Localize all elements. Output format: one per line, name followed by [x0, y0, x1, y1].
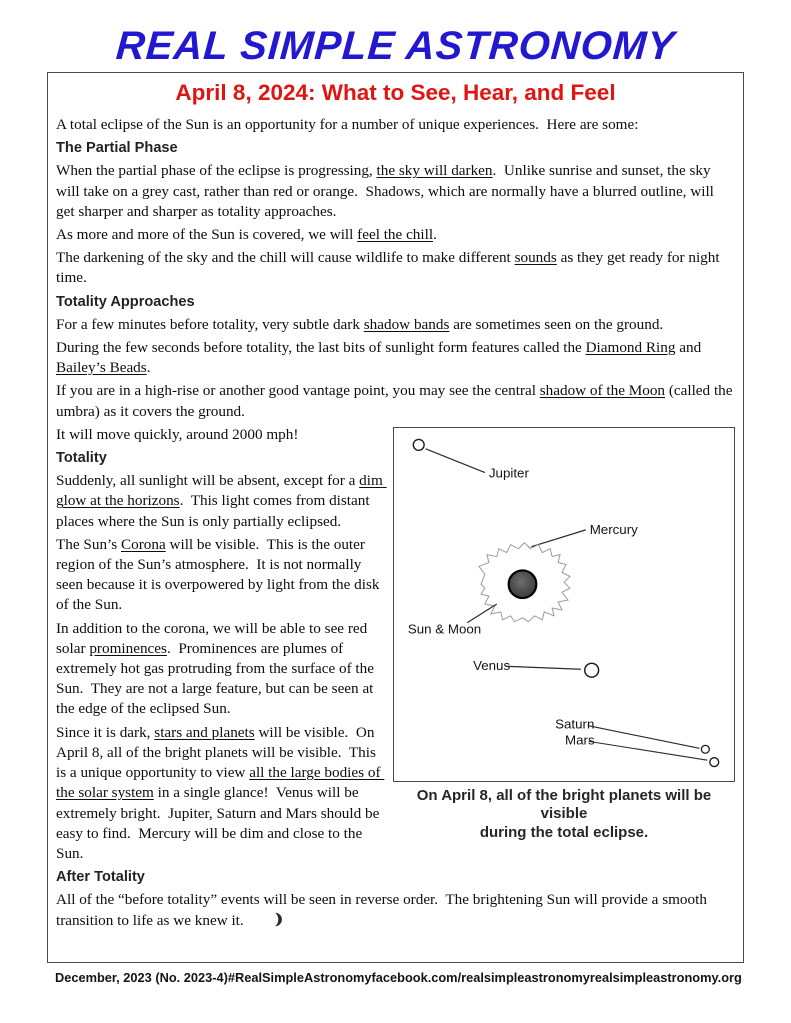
footer — [47, 970, 744, 985]
mars-label: Mars — [564, 732, 595, 748]
sun-moon-label: Sun & Moon — [407, 621, 482, 637]
text-run: (called the umbra) as it covers the ground. — [56, 382, 737, 420]
crescent-moon-icon — [272, 912, 283, 927]
jupiter-callout-line — [426, 449, 485, 473]
paragraph — [56, 381, 735, 421]
underlined-phrase: shadow bands — [363, 315, 450, 333]
saturn-label: Saturn — [555, 716, 595, 732]
jupiter-dot — [413, 439, 424, 450]
venus-callout-line — [506, 666, 581, 669]
text-run: will be visible. This is the outer region of the Sun’s atmosphere. It is not normally seen because it is overpowered by light from the disk of the Sun. — [56, 535, 384, 614]
paragraph — [56, 161, 735, 222]
figure-caption-line1: On April 8, all of the bright planets will be visible — [416, 786, 712, 823]
underlined-phrase: prominences — [89, 639, 167, 657]
text-run: As more and more of the Sun is covered, we will — [56, 226, 358, 244]
underlined-phrase: dim glow at the horizons — [56, 472, 387, 510]
figure-caption — [393, 787, 735, 843]
paragraph — [56, 225, 735, 245]
footer-hashtag: #RealSimpleAstronomy — [227, 970, 372, 985]
sun-moon-dot — [509, 570, 537, 598]
paragraph — [56, 890, 735, 932]
underlined-phrase: Corona — [120, 535, 166, 553]
newsletter-logo-title: REAL SIMPLE ASTRONOMY — [114, 24, 677, 68]
document-box — [47, 72, 744, 963]
text-run: If you are in a high-rise or another good vantage point, you may see the central — [56, 382, 540, 400]
text-run: For a few minutes before totality, very subtle dark — [56, 315, 364, 333]
text-run: are sometimes seen on the ground. — [449, 315, 664, 333]
text-run: In addition to the corona, we will be able to see red solar — [56, 619, 372, 657]
text-run: . — [433, 226, 437, 244]
mars-callout-line — [589, 741, 708, 760]
venus-label: Venus — [473, 658, 511, 674]
jupiter-label: Jupiter — [488, 465, 529, 481]
section-heading: Totality Approaches — [56, 293, 195, 310]
eclipse-diagram-frame — [393, 427, 735, 782]
text-run: . This light comes from distant places where the Sun is only partially eclipsed. — [56, 492, 374, 530]
section-heading: After Totality — [56, 869, 145, 886]
content-top-section — [56, 115, 735, 422]
eclipse-sky-diagram — [394, 428, 734, 781]
document-heading: April 8, 2024: What to See, Hear, and Feel — [175, 80, 616, 105]
underlined-phrase: Diamond Ring — [585, 339, 676, 357]
text-run: Suddenly, all sunlight will be absent, except for a — [56, 472, 360, 490]
underlined-phrase: the sky will darken — [376, 162, 493, 180]
underlined-phrase: Bailey’s Beads — [56, 359, 147, 377]
underlined-phrase: shadow of the Moon — [539, 382, 666, 400]
underlined-phrase: sounds — [514, 249, 557, 267]
section-heading: The Partial Phase — [56, 140, 178, 157]
underlined-phrase: feel the chill — [357, 226, 434, 244]
text-run: It will move quickly, around 2000 mph! — [56, 425, 299, 443]
text-run: . Prominences are plumes of extremely hot gas protruding from the surface of the Sun. They are not a large feature, but can be seen at the edge of the eclipsed Sun. — [56, 639, 378, 718]
eclipse-diagram-figure — [393, 427, 735, 843]
underlined-phrase: all the large bodies of the solar system — [56, 764, 385, 802]
text-run: . — [146, 359, 151, 377]
saturn-dot — [701, 745, 709, 753]
paragraph — [56, 115, 735, 135]
paragraph — [56, 315, 735, 335]
venus-dot — [585, 663, 599, 677]
mercury-label: Mercury — [589, 521, 638, 537]
figure-caption-line2: during the total eclipse. — [479, 823, 649, 841]
text-run: Since it is dark, — [56, 723, 155, 741]
text-run: The darkening of the sky and the chill will cause wildlife to make different — [56, 249, 515, 267]
text-run: . Unlike sunrise and sunset, the sky will take on a grey cast, rather than red or orange. Shadows, which are normally have a blurred outline, will get sharper and sharper as totality approaches. — [56, 162, 718, 220]
text-run: and — [675, 339, 705, 357]
text-run: During the few seconds before totality, the last bits of sunlight form features called the — [56, 339, 586, 357]
text-run: in a single glance! Venus will be extremely bright. Jupiter, Saturn and Mars should be easy to find. Mercury will be dim and close to the Sun. — [56, 784, 384, 862]
text-run: The Sun’s — [56, 535, 121, 553]
section-heading: Totality — [56, 450, 107, 467]
text-run: as they get ready for night time. — [56, 249, 724, 287]
footer-issue-date: December, 2023 (No. 2023-4) — [55, 970, 228, 985]
footer-facebook-url: facebook.com/realsimpleastronomy — [371, 970, 590, 985]
text-run: When the partial phase of the eclipse is progressing, — [56, 162, 377, 180]
paragraph — [56, 338, 735, 378]
text-run: will be visible. On April 8, all of the bright planets will be visible. This is a unique opportunity to view — [56, 723, 380, 782]
mercury-callout-line — [531, 530, 585, 547]
mars-dot — [710, 758, 719, 767]
crescent-moon-icon — [272, 912, 283, 933]
footer-website-url: realsimpleastronomy.org — [589, 970, 742, 985]
paragraph — [56, 248, 735, 288]
text-run: All of the “before totality” events will be seen in reverse order. The brightening Sun will provide a smooth transition to life as we knew it. — [56, 891, 711, 929]
underlined-phrase: stars and planets — [154, 723, 255, 741]
text-run: A total eclipse of the Sun is an opportunity for a number of unique experiences. Here are some: — [56, 116, 639, 133]
saturn-callout-line — [588, 725, 700, 748]
